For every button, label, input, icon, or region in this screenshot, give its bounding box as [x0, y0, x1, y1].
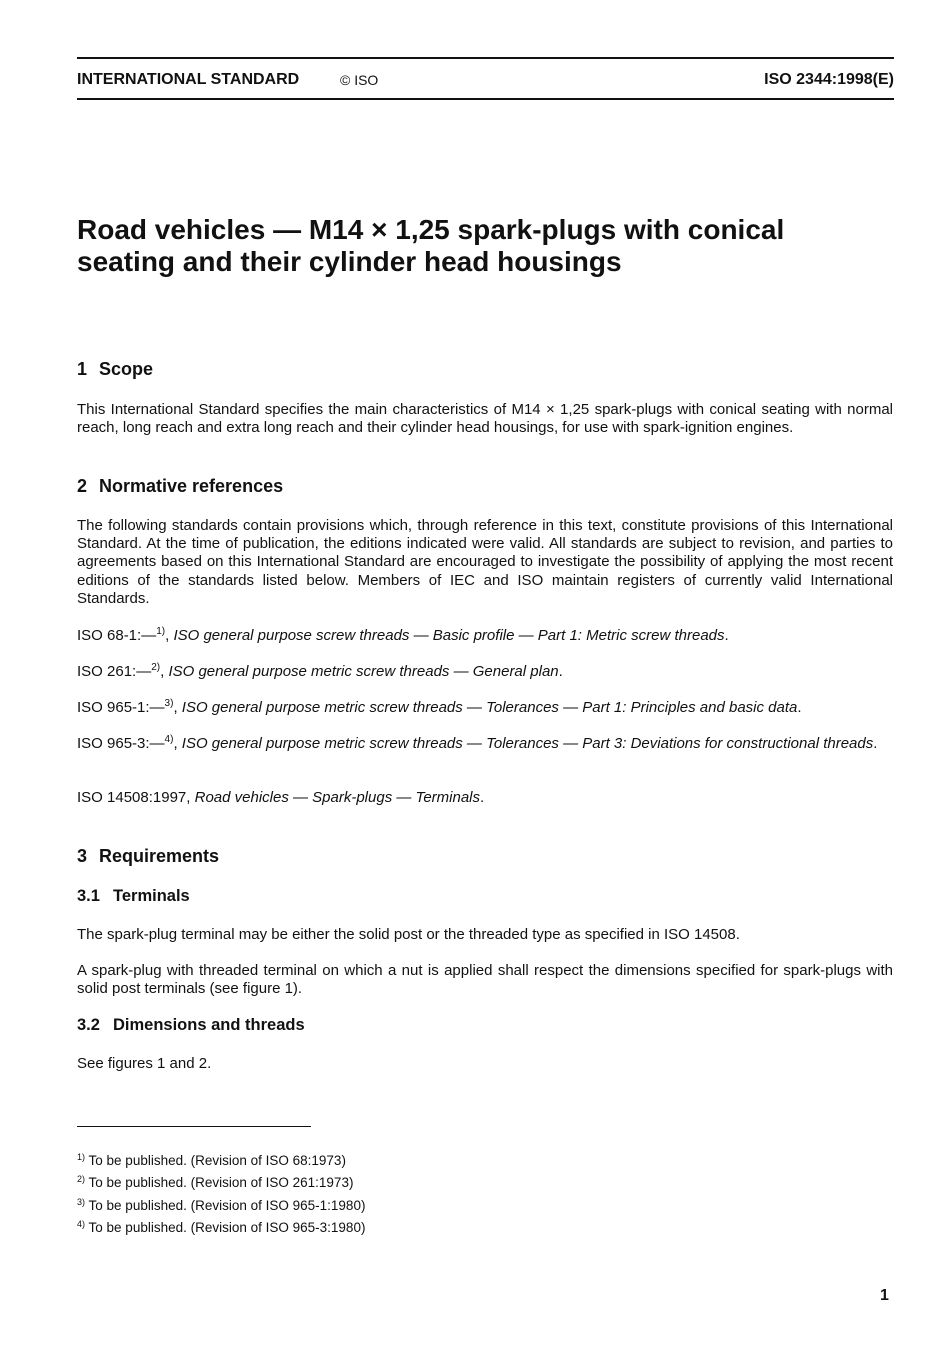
reference-code: ISO 68-1:— [77, 627, 157, 644]
subsection-number: 3.2 [77, 1016, 100, 1034]
subsection-terminals-heading [77, 886, 190, 906]
scope-paragraph: This International Standard specifies the main characteristics of M14 × 1,25 spark-plugs with conical seating with normal reach, long reach and extra long reach and their cylinder head housings, for use with spark-ignition engines. [77, 401, 893, 437]
subsection-dimensions-heading [77, 1015, 305, 1035]
normative-paragraph: The following standards contain provisions which, through reference in this text, constitute provisions of this International Standard. At the time of publication, the editions indicated were valid. All standards are subject to revision, and parties to agreements based on this International Standard are encouraged to investigate the possibility of applying the most recent editions of the standards listed below. Members of IEC and ISO maintain registers of currently valid International Standards. [77, 517, 893, 607]
reference-title: ISO general purpose screw threads — Basic profile — Part 1: Metric screw threads [173, 627, 725, 644]
document-title-line1: Road vehicles — M14 × 1,25 spark-plugs with conical [77, 214, 785, 245]
header-document-id: ISO 2344:1998(E) [764, 71, 894, 88]
footnote-text: To be published. (Revision of ISO 965-3:1980) [88, 1220, 366, 1235]
reference-end: . [558, 663, 563, 680]
header-top-rule [77, 57, 894, 59]
footnote [77, 1175, 353, 1191]
reference-code: ISO 14508:1997 [77, 789, 187, 806]
section-title: Requirements [99, 846, 220, 866]
section-number: 3 [77, 846, 88, 866]
reference-item: ISO 68-1:—$^{1)}$, ISO general purpose screw threads — Basic profile — Part 1: Metric screw threads. [77, 626, 729, 644]
page-number: 1 [880, 1287, 889, 1304]
reference-code: ISO 965-1:— [77, 699, 165, 716]
reference-end: . [797, 699, 802, 716]
footnote-ref: 1) [156, 626, 166, 637]
subsection-title: Dimensions and threads [113, 1016, 305, 1034]
footnote [77, 1198, 365, 1214]
reference-end: . [724, 627, 729, 644]
reference-end: . [480, 789, 485, 806]
footnote-ref: 2) [151, 662, 161, 673]
footnote-ref: 4) [164, 734, 174, 745]
footnote-separator [77, 1126, 311, 1127]
subsection-number: 3.1 [77, 887, 100, 905]
footnote-mark: 2) [77, 1174, 86, 1184]
header-bottom-rule [77, 98, 894, 100]
reference-item: ISO 14508:1997, Road vehicles — Spark-plugs — Terminals. [77, 789, 485, 806]
footnote-mark: 1) [77, 1152, 86, 1162]
section-normative-heading [77, 475, 283, 497]
header-standard-label: INTERNATIONAL STANDARD [77, 71, 300, 88]
section-number: 2 [77, 476, 88, 496]
footnote [77, 1153, 346, 1169]
footnote-text: To be published. (Revision of ISO 68:1973) [88, 1153, 346, 1168]
reference-title: ISO general purpose metric screw threads — Tolerances — Part 3: Deviations for constructional threads [181, 735, 874, 752]
reference-code: ISO 965-3:— [77, 735, 165, 752]
footnote-ref: 3) [164, 698, 174, 709]
reference-code: ISO 261:— [77, 663, 152, 680]
section-scope-heading [77, 358, 153, 380]
reference-title: Road vehicles — Spark-plugs — Terminals [194, 789, 481, 806]
footnote-text: To be published. (Revision of ISO 261:1973) [88, 1175, 354, 1190]
section-title: Scope [99, 359, 154, 379]
subsection-title: Terminals [113, 887, 190, 905]
dimensions-paragraph: See figures 1 and 2. [77, 1055, 212, 1072]
header-copyright: © ISO [340, 72, 379, 88]
footnote-mark: 4) [77, 1219, 86, 1229]
reference-title: ISO general purpose metric screw threads — General plan [168, 663, 559, 680]
reference-item: ISO 965-3:—$^{4)}$, ISO general purpose metric screw threads — Tolerances — Part 3: Deviations for constructional threads. [77, 734, 878, 752]
terminals-paragraph-1: The spark-plug terminal may be either the solid post or the threaded type as specified in ISO 14508. [77, 926, 740, 943]
section-requirements-heading [77, 845, 219, 867]
document-title [77, 214, 894, 278]
footnote-text: To be published. (Revision of ISO 965-1:1980) [88, 1198, 366, 1213]
section-title: Normative references [99, 476, 284, 496]
reference-end: . [873, 735, 878, 752]
reference-title: ISO general purpose metric screw threads — Tolerances — Part 1: Principles and basic data [181, 699, 798, 716]
reference-item: ISO 261:—$^{2)}$, ISO general purpose metric screw threads — General plan. [77, 662, 563, 680]
footnote-mark: 3) [77, 1197, 86, 1207]
reference-item: ISO 965-1:—$^{3)}$, ISO general purpose metric screw threads — Tolerances — Part 1: Principles and basic data. [77, 698, 802, 716]
document-title-line2: seating and their cylinder head housings [77, 246, 622, 277]
terminals-paragraph-2: A spark-plug with threaded terminal on which a nut is applied shall respect the dimensions specified for spark-plugs with solid post terminals (see figure 1). [77, 962, 893, 998]
footnote [77, 1220, 365, 1236]
section-number: 1 [77, 359, 88, 379]
